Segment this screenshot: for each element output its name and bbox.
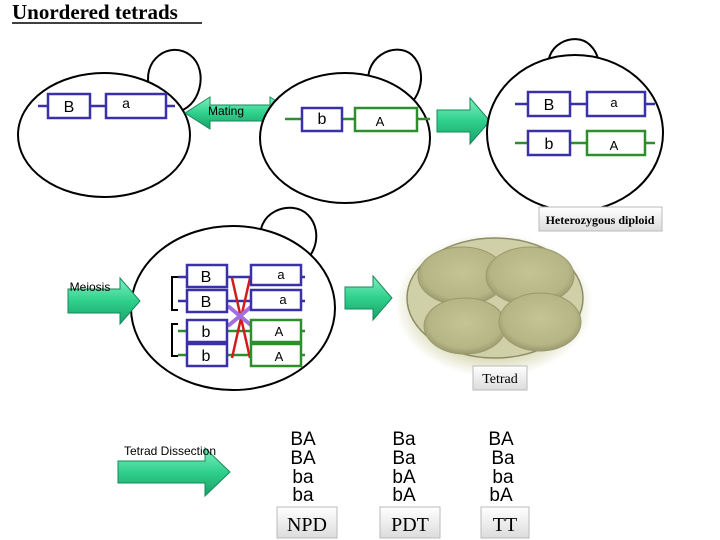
meiosis-cell: [68, 208, 335, 390]
chromatid-1-left: B: [200, 269, 212, 286]
chromatid-4-right: A: [274, 349, 284, 364]
pdt-label: PDT: [391, 514, 429, 536]
pdt-spore-1: Ba: [392, 429, 416, 450]
diploid-allele-A: A: [609, 138, 619, 153]
cell-1-gene-a-box: [106, 94, 166, 118]
npd-spore-3: ba: [292, 467, 314, 488]
chromatid-1-a-box: [251, 265, 301, 285]
chromatid-3-left: b: [201, 324, 211, 341]
tetrad-label: Tetrad: [482, 372, 518, 387]
pdt-spore-3: bA: [392, 467, 416, 488]
outcome-tt: [481, 429, 529, 538]
cell-1-allele-a: a: [122, 95, 130, 111]
page-title: Unordered tetrads: [12, 0, 178, 24]
cell-2-allele-b: b: [317, 111, 327, 128]
chromatid-2-left: B: [200, 294, 212, 311]
meiosis-label: Meiosis: [69, 280, 111, 294]
arrow-to-diploid-icon: [437, 98, 490, 144]
pdt-spore-2: Ba: [392, 448, 416, 469]
npd-spore-1: BA: [290, 429, 316, 450]
npd-spore-4: ba: [292, 485, 314, 506]
diploid-allele-b: b: [544, 136, 554, 153]
tetrad-ascus: [395, 233, 593, 377]
spore-3: [424, 298, 506, 354]
cell-2-body: [260, 73, 430, 203]
diploid-allele-a: a: [610, 95, 618, 110]
tt-spore-4: bA: [489, 485, 513, 506]
chromatid-3-right: A: [274, 324, 284, 339]
outcome-pdt: [380, 429, 440, 538]
npd-spore-2: BA: [290, 448, 316, 469]
diploid-cell: [487, 39, 663, 211]
chromatid-2-right: a: [279, 292, 287, 307]
tt-spore-1: BA: [488, 429, 514, 450]
haploid-cell-2: [260, 50, 430, 203]
haploid-cell-1: [18, 50, 201, 197]
cell-2-gene-A-box: [355, 108, 417, 131]
chromatid-1-right: a: [277, 267, 285, 282]
tt-label: TT: [492, 514, 518, 536]
cell-2-allele-A: A: [375, 114, 385, 129]
spore-4: [499, 293, 581, 351]
diploid-allele-B: B: [543, 97, 555, 114]
pdt-spore-4: bA: [392, 485, 416, 506]
cell-1-body: [18, 73, 190, 197]
cell-1-allele-B: B: [63, 99, 75, 116]
mating-label: Mating: [207, 104, 245, 118]
tt-spore-2: Ba: [491, 448, 515, 469]
tt-spore-3: ba: [492, 467, 514, 488]
heterozygous-label: Heterozygous diploid: [545, 213, 655, 227]
arrow-to-tetrad-icon: [345, 276, 392, 320]
npd-label: NPD: [286, 514, 328, 536]
dissection-label: Tetrad Dissection: [123, 444, 217, 458]
chromatid-2-a-box: [251, 290, 301, 310]
chromatid-4-left: b: [201, 348, 211, 365]
outcome-npd: [277, 429, 337, 538]
